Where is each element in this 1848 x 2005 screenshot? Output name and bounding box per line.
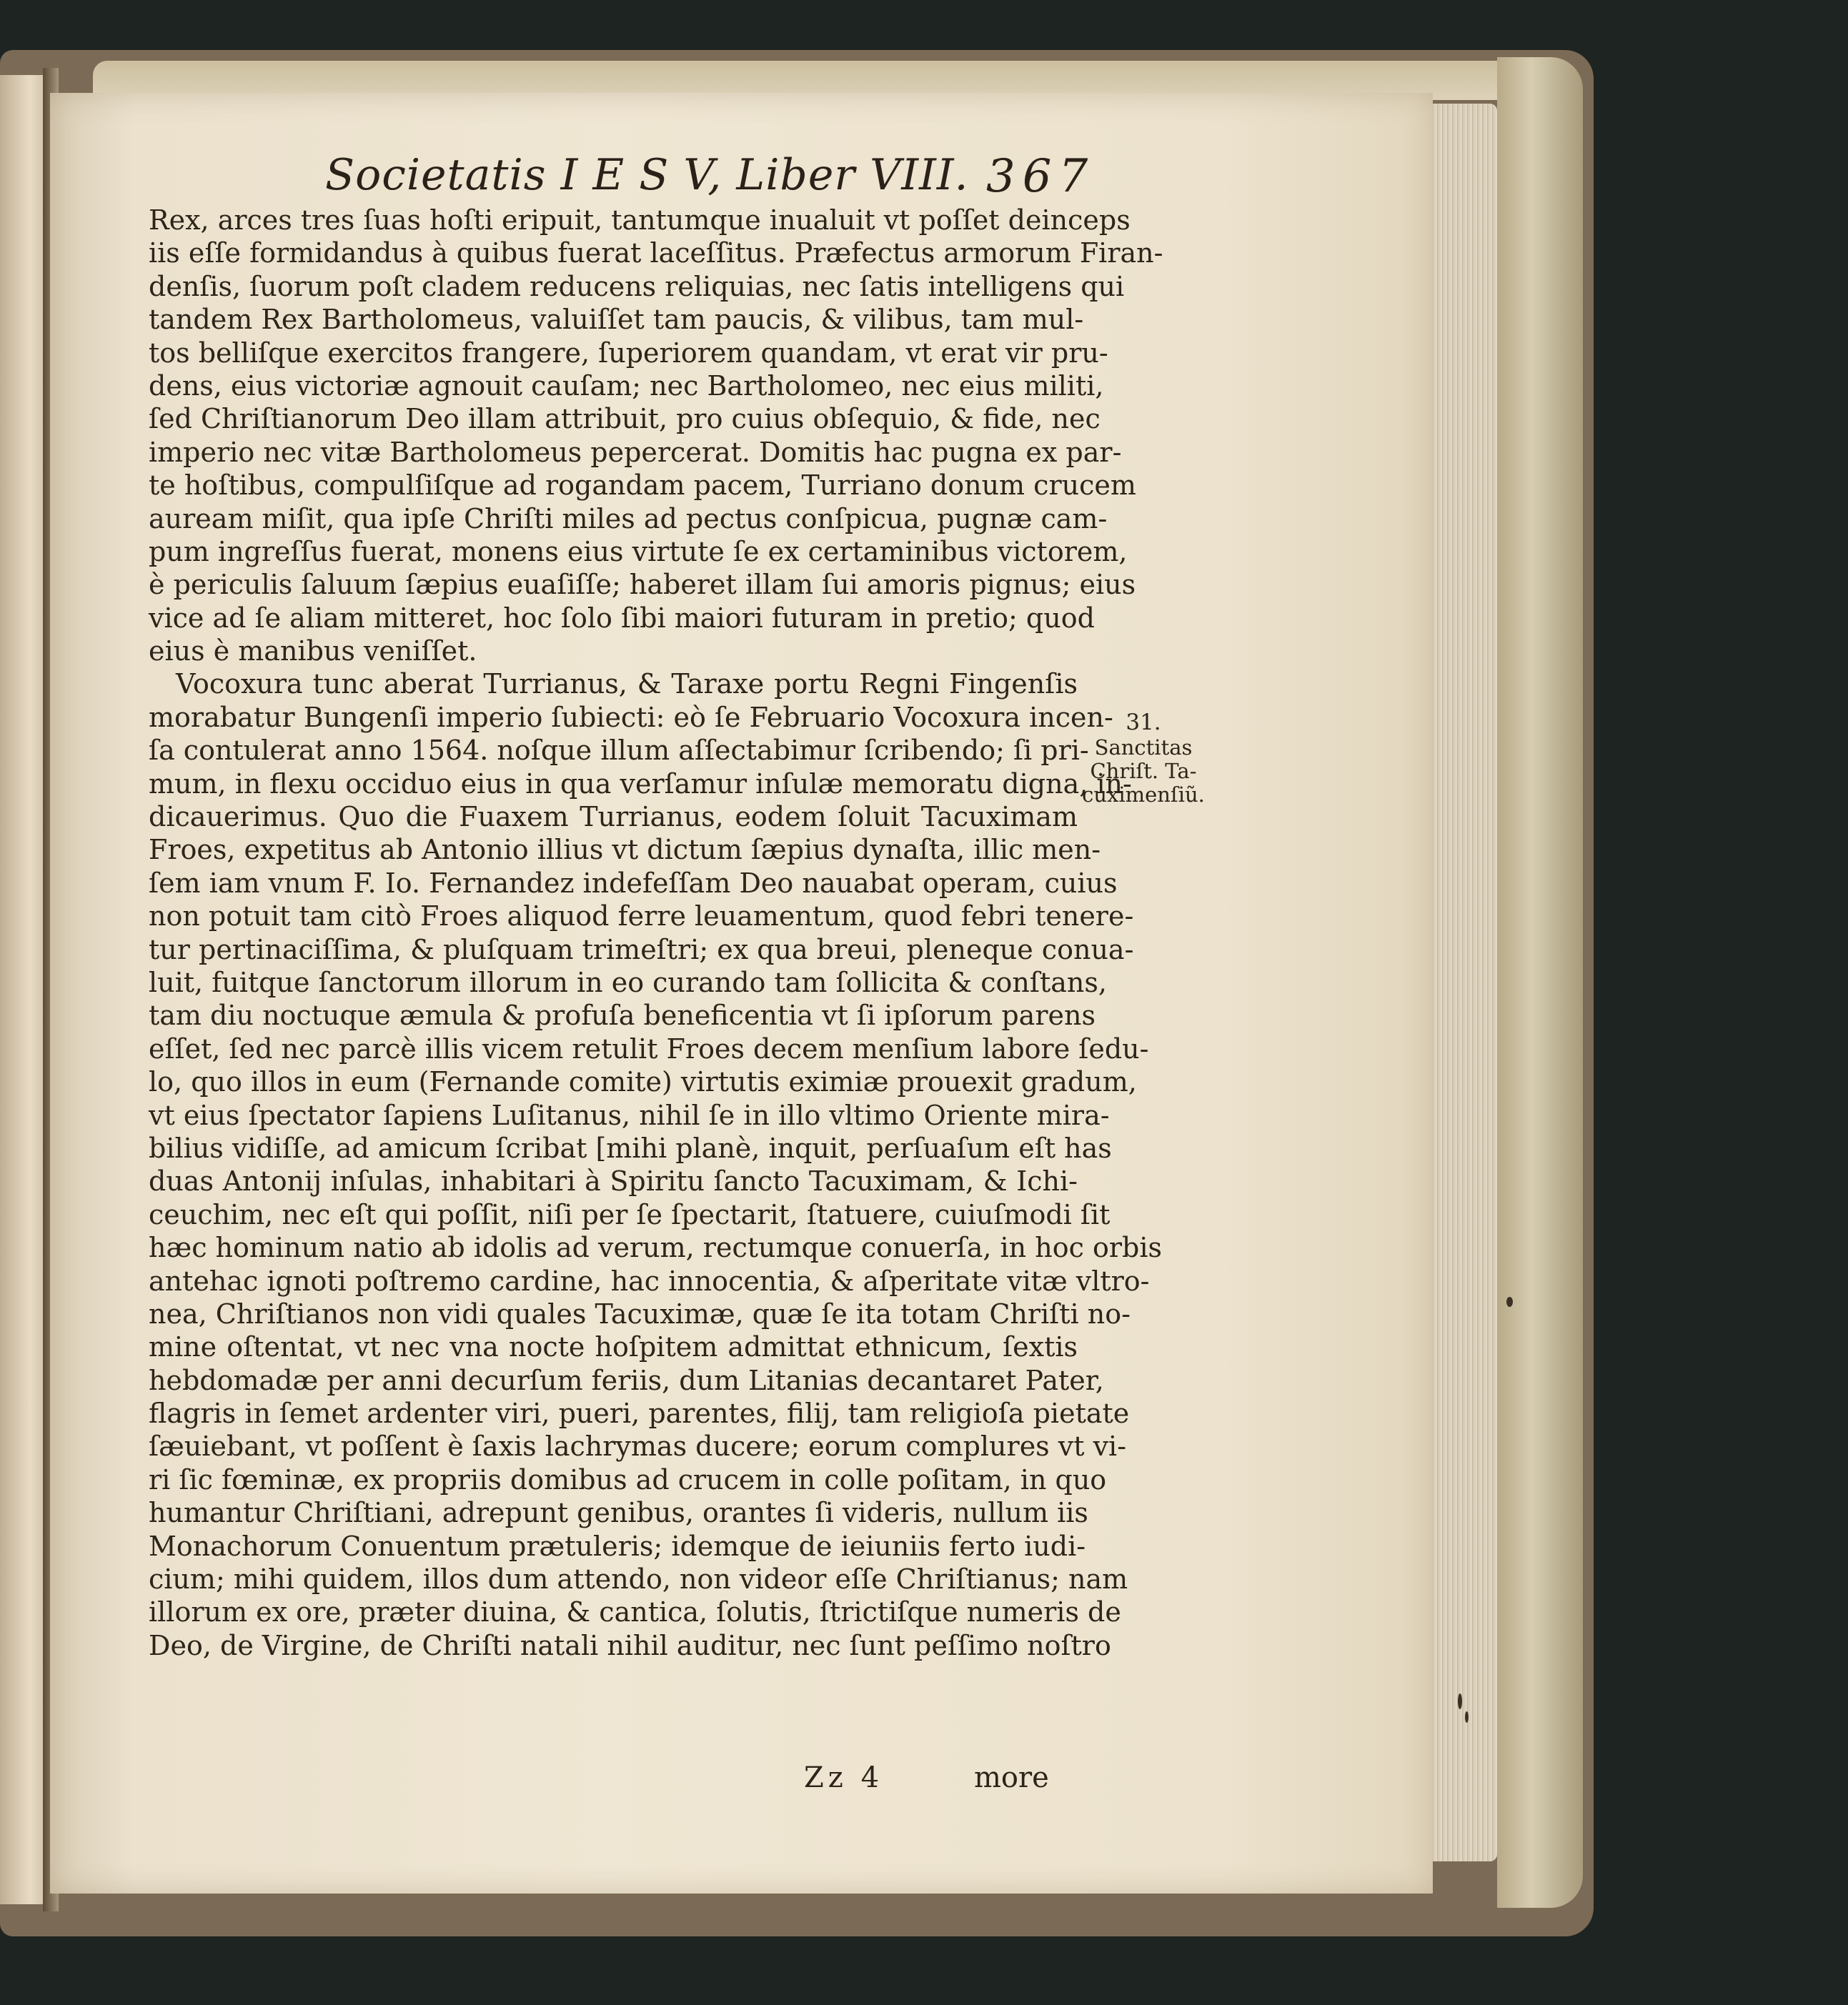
- text-line: humantur Chriſtiani, adrepunt genibus, orantes ſi videris, nullum iis: [149, 1497, 1088, 1529]
- margin-note: [1068, 711, 1218, 807]
- paper-speck: [1506, 1297, 1513, 1307]
- text-line: lo, quo illos in eum (Fernande comite) virtutis eximiæ prouexit gradum,: [149, 1066, 1137, 1098]
- paper-speck: [1458, 1693, 1462, 1709]
- text-line: Deo, de Virgine, de Chriſti natali nihil auditur, nec ſunt peſſimo noſtro: [149, 1629, 1111, 1661]
- page-block-fore-edge: [1429, 104, 1497, 1861]
- text-line: Monachorum Conuentum prætuleris; idemque de ieiuniis ferto iudi-: [149, 1530, 1086, 1562]
- text-line: tam diu noctuque æmula & profuſa beneficentia vt ſi ipſorum parens: [149, 1000, 1096, 1032]
- text-line: è periculis ſaluum ſæpius euaſiſſe; haberet illam ſui amoris pignus; eius: [149, 569, 1136, 601]
- text-line: ſed Chriſtianorum Deo illam attribuit, pro cuius obſequio, & fide, nec: [149, 403, 1101, 435]
- text-line: imperio nec vitæ Bartholomeus pepercerat. Domitis hac pugna ex par-: [149, 436, 1122, 468]
- text-line: bilius vidiſſe, ad amicum ſcribat [mihi planè, inquit, perſuaſum eſt has: [149, 1132, 1112, 1164]
- text-line: dicauerimus. Quo die Fuaxem Turrianus, eodem ſoluit Tacuximam: [149, 801, 1078, 833]
- text-line: ſa contulerat anno 1564. noſque illum aſſectabimur ſcribendo; ſi pri-: [149, 735, 1089, 767]
- text-line: nea, Chriſtianos non vidi quales Tacuximæ, quæ ſe ita totam Chriſti no-: [149, 1298, 1131, 1330]
- cover-edge: [1497, 57, 1583, 1908]
- text-line: tandem Rex Bartholomeus, valuiſſet tam paucis, & vilibus, tam mul-: [149, 304, 1084, 336]
- text-line: tur pertinaciſſima, & pluſquam trimeſtri; ex qua breui, pleneque conua-: [149, 933, 1134, 965]
- text-line: ſem iam vnum F. Io. Fernandez indefeſſam Deo nauabat operam, cuius: [149, 867, 1118, 899]
- text-line: vice ad ſe aliam mitteret, hoc ſolo ſibi maiori futuram in pretio; quod: [149, 602, 1095, 634]
- running-title: Societatis I E S V, Liber VIII.: [325, 150, 969, 200]
- page-number: 367: [986, 150, 1096, 203]
- text-line: iis eſſe formidandus à quibus fuerat laceſſitus. Præfectus armorum Firan-: [149, 237, 1163, 269]
- margin-note-number: 31.: [1126, 710, 1161, 735]
- signature-mark: Zz 4: [804, 1761, 884, 1794]
- text-line: hæc hominum natio ab idolis ad verum, rectumque conuerſa, in hoc orbis: [149, 1232, 1162, 1264]
- text-line: morabatur Bungenſi imperio ſubiecti: eò ſe Februario Vocoxura incen-: [149, 701, 1113, 733]
- margin-note-line: Chriſt. Ta-: [1090, 759, 1197, 783]
- text-line: vt eius ſpectator ſapiens Luſitanus, nihil ſe in illo vltimo Oriente mira-: [149, 1099, 1110, 1131]
- text-line: eius è manibus veniſſet.: [149, 635, 477, 667]
- text-line: Froes, expetitus ab Antonio illius vt dictum ſæpius dynaſta, illic men-: [149, 834, 1101, 866]
- text-line: Rex, arces tres ſuas hoſti eripuit, tantumque inualuit vt poſſet deinceps: [149, 204, 1131, 236]
- text-line: ſæuiebant, vt poſſent è ſaxis lachrymas ducere; eorum complures vt vi-: [149, 1431, 1127, 1463]
- text-line: hebdomadæ per anni decurſum feriis, dum Litanias decantaret Pater,: [149, 1364, 1104, 1396]
- text-line: ceuchim, nec eſt qui poſſit, niſi per ſe ſpectarit, ſtatuere, cuiuſmodi ſit: [149, 1198, 1111, 1230]
- text-line: dens, eius victoriæ agnouit cauſam; nec Bartholomeo, nec eius militi,: [149, 369, 1104, 402]
- text-line: mum, in flexu occiduo eius in qua verſamur inſulæ memoratu digna, in-: [149, 767, 1132, 800]
- text-line: cium; mihi quidem, illos dum attendo, non videor eſſe Chriſtianus; nam: [149, 1563, 1128, 1596]
- paper-speck: [1465, 1711, 1469, 1723]
- text-line: non potuit tam citò Froes aliquod ferre leuamentum, quod febri tenere-: [149, 900, 1134, 932]
- text-line: mine oſtentat, vt nec vna nocte hoſpitem admittat ethnicum, ſextis: [149, 1331, 1078, 1363]
- margin-note-line: cuximenſiũ.: [1082, 782, 1205, 807]
- text-line: Vocoxura tunc aberat Turrianus, & Taraxe portu Regni Fingenſis: [176, 668, 1078, 700]
- text-line: pum ingreſſus fuerat, monens eius virtute ſe ex certaminibus victorem,: [149, 535, 1128, 567]
- text-line: ri ſic fœminæ, ex propriis domibus ad crucem in colle poſitam, in quo: [149, 1463, 1107, 1496]
- text-line: antehac ignoti poſtremo cardine, hac innocentia, & aſperitate vitæ vltro-: [149, 1265, 1150, 1297]
- catchword: more: [974, 1761, 1049, 1794]
- text-line: auream miſit, qua ipſe Chriſti miles ad pectus conſpicua, pugnæ cam-: [149, 502, 1108, 534]
- text-line: luit, fuitque ſanctorum illorum in eo curando tam ſollicita & conſtans,: [149, 966, 1107, 998]
- text-line: eſſet, ſed nec parcè illis vicem retulit Froes decem menſium labore ſedu-: [149, 1033, 1149, 1065]
- text-line: tos belliſque exercitos frangere, ſuperiorem quandam, vt erat vir pru-: [149, 337, 1108, 369]
- text-line: denſis, ſuorum poſt cladem reducens reliquias, nec ſatis intelligens qui: [149, 270, 1125, 302]
- margin-note-line: Sanctitas: [1094, 735, 1193, 760]
- text-line: flagris in ſemet ardenter viri, pueri, parentes, filij, tam religioſa pietate: [149, 1398, 1130, 1430]
- text-line: illorum ex ore, præter diuina, & cantica, ſolutis, ſtrictiſque numeris de: [149, 1596, 1121, 1628]
- text-line: te hoſtibus, compulſiſque ad rogandam pacem, Turriano donum crucem: [149, 469, 1136, 502]
- text-line: duas Antonij inſulas, inhabitari à Spiritu ſancto Tacuximam, & Ichi-: [149, 1165, 1078, 1198]
